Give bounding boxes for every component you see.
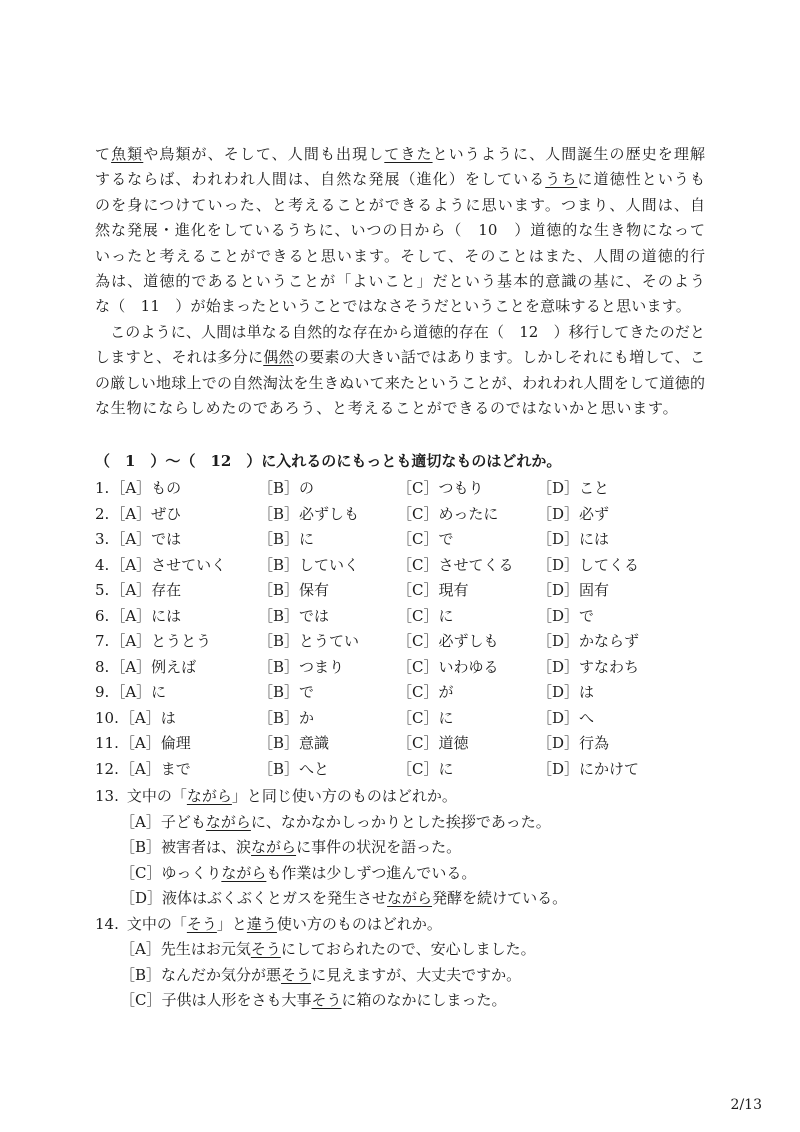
underlined-text: そう [281, 965, 312, 984]
option-text: させていく [151, 555, 227, 574]
question-number: 3. [95, 530, 110, 548]
choice-option [397, 706, 454, 732]
option-text: に [299, 530, 315, 548]
choice-option [537, 527, 609, 553]
choice-option [537, 680, 594, 706]
choice-option [397, 680, 454, 706]
text-segment: 文中の「 [126, 914, 187, 933]
text-segment: 文中の「 [126, 787, 187, 805]
option-label: ［C］ [397, 683, 439, 701]
question-number: 2. [95, 504, 110, 523]
underlined-text: 偶然 [263, 348, 294, 367]
choice-option [95, 578, 181, 604]
option-label: ［D］ [537, 581, 580, 599]
option-label: ［D］ [537, 606, 580, 625]
option-text: させてくる [438, 555, 514, 574]
question-header: （ 1 ）～（ 12 ）に入れるのにもっとも適切なものはどれか。 [95, 452, 562, 470]
option-text: つもり [438, 479, 484, 497]
option-label: ［A］ [110, 479, 152, 497]
choice-option [258, 604, 329, 630]
passage-line [95, 269, 705, 294]
text-segment: のを身につけていった、と考えることができるように思います。つまり、人間は、自 [95, 195, 705, 214]
option-label: ［D］ [120, 889, 163, 907]
choice-option [258, 527, 314, 553]
passage-line [95, 396, 705, 421]
question-number: 4. [95, 555, 110, 574]
option-text: もの [151, 479, 182, 497]
underlined-text: 違う [246, 914, 277, 933]
option-text: すなわち [579, 657, 640, 676]
option-label: ［D］ [537, 555, 580, 574]
option-text: では [299, 606, 330, 625]
text-segment: 然な発展・進化をしているうちに、いつの日から（ 10 ）道徳的な生き物になって [95, 221, 705, 240]
text-segment: というように、人間誕生の歴史を理解 [432, 145, 705, 163]
passage [95, 142, 705, 421]
underlined-text: そう [250, 940, 281, 958]
choice-option [95, 502, 181, 528]
option-label: ［B］ [120, 838, 162, 856]
option-label: ［B］ [258, 683, 300, 701]
passage-line [95, 193, 705, 218]
text-segment: 」と [216, 914, 247, 933]
text-segment: に箱のなかにしまった。 [341, 991, 507, 1009]
option-label: ［A］ [110, 581, 152, 599]
text-segment: の要素の大きい話ではあります。しかしそれにも増して、こ [293, 348, 705, 367]
choice-option [258, 731, 329, 757]
choice-option [258, 502, 359, 528]
option-text: には [151, 606, 182, 625]
passage-line [95, 142, 705, 167]
choice-row [95, 578, 705, 604]
option-text: とうとう [151, 632, 212, 650]
option-label: ［A］ [110, 606, 152, 625]
choice-option [397, 731, 469, 757]
text-segment: するならば、われわれ人間は、自然な発展（進化）をしている [95, 170, 546, 189]
option-text: か [299, 708, 315, 727]
page-number: 2/13 [730, 1097, 762, 1113]
underlined-text: 魚類 [111, 145, 144, 163]
underlined-text: そう [186, 914, 217, 933]
option-label: ［D］ [537, 479, 580, 497]
option-label: ［B］ [120, 965, 162, 984]
option-text: 行為 [579, 734, 610, 752]
option-text: 道徳 [438, 734, 469, 752]
question-number: 12. [95, 759, 119, 778]
passage-line [95, 167, 705, 192]
underlined-text: ながら [251, 838, 297, 856]
option-label: ［A］ [119, 708, 161, 727]
option-text: 現有 [438, 581, 469, 599]
choice-option [537, 502, 609, 528]
text-segment: 使い方のものはどれか。 [276, 914, 442, 933]
text-segment: て [95, 145, 112, 163]
passage-line [95, 320, 705, 345]
option-text: に [151, 683, 167, 701]
choice-option [537, 578, 609, 604]
underlined-text: うち [545, 170, 578, 189]
option-text: ぜひ [151, 504, 182, 523]
option-text: へ [579, 708, 595, 727]
option-text: に [438, 759, 454, 778]
option-text: で [438, 530, 454, 548]
option-label: ［B］ [258, 581, 300, 599]
option-text: は [579, 683, 595, 701]
choice-option [95, 757, 191, 783]
underlined-text: ながら [186, 787, 232, 805]
option-text: かならず [579, 632, 640, 650]
option-text: で [579, 606, 595, 625]
choice-option [537, 655, 639, 681]
option-label: ［C］ [120, 991, 162, 1009]
choice-row [95, 706, 705, 732]
choice-row [95, 476, 705, 502]
sub-questions [95, 784, 735, 1014]
option-text: 意識 [299, 734, 330, 752]
question-number: 10. [95, 708, 119, 727]
option-label: ［B］ [258, 759, 300, 778]
option-label: ［B］ [258, 555, 300, 574]
choice-option [95, 604, 181, 630]
text-segment: に見えますが、大丈夫ですか。 [311, 965, 522, 984]
choice-option [397, 502, 498, 528]
text-segment: に、なかなかしっかりとした挨拶であった。 [250, 812, 551, 831]
option-label: ［D］ [537, 759, 580, 778]
option-label: ［A］ [110, 683, 152, 701]
option-text: 必ず [579, 504, 610, 523]
option-label: ［C］ [397, 632, 439, 650]
option-label: ［A］ [110, 632, 152, 650]
option-text: に [438, 708, 454, 727]
option-label: ［B］ [258, 632, 300, 650]
underlined-text: ながら [387, 889, 433, 907]
choice-option [258, 629, 359, 655]
question-number: 14. [95, 914, 119, 933]
choice-option [95, 629, 211, 655]
passage-line [95, 371, 705, 396]
option-label: ［A］ [110, 530, 152, 548]
option-label: ［B］ [258, 530, 300, 548]
choice-option [95, 680, 166, 706]
choice-option [537, 629, 639, 655]
option-label: ［A］ [119, 759, 161, 778]
choice-option [95, 731, 191, 757]
text-segment: に事件の状況を語った。 [296, 838, 462, 856]
text-segment: このように、人間は単なる自然的な存在から道徳的存在（ 12 ）移行してきたのだと [95, 322, 705, 341]
choice-row [95, 604, 705, 630]
option-label: ［C］ [120, 863, 162, 882]
choice-option [258, 655, 344, 681]
sub-question-option [95, 937, 735, 963]
option-label: ［C］ [397, 504, 439, 523]
option-label: ［D］ [537, 632, 580, 650]
option-label: ［A］ [120, 812, 161, 831]
sub-question-option [95, 810, 735, 836]
option-label: ［C］ [397, 759, 439, 778]
text-segment: 子ども [160, 812, 206, 831]
option-label: ［D］ [537, 504, 580, 523]
option-label: ［A］ [110, 555, 152, 574]
text-segment: 液体はぶくぶくとガスを発生させ [162, 889, 388, 907]
choice-option [397, 553, 514, 579]
option-text: 必ずしも [299, 504, 360, 523]
choice-option [537, 731, 609, 757]
question-number: 7. [95, 632, 110, 650]
question-number: 13. [95, 787, 119, 805]
underlined-text: ながら [221, 863, 267, 882]
choice-row [95, 655, 705, 681]
choice-option [537, 604, 594, 630]
option-text: まで [160, 759, 191, 778]
option-text: 存在 [151, 581, 182, 599]
option-text: いわゆる [438, 657, 499, 676]
option-label: ［A］ [119, 734, 161, 752]
text-segment: なんだか気分が悪 [161, 965, 282, 984]
option-label: ［D］ [537, 734, 580, 752]
choice-option [397, 527, 454, 553]
choice-option [537, 706, 594, 732]
choice-option [258, 680, 314, 706]
option-text: の [299, 479, 315, 497]
option-text: してくる [579, 555, 640, 574]
option-label: ［D］ [537, 708, 580, 727]
text-segment: 被害者は、涙 [161, 838, 252, 856]
sub-question-option [95, 963, 735, 989]
question-number: 1. [95, 479, 110, 497]
choice-option [95, 706, 176, 732]
option-text: していく [299, 555, 360, 574]
option-text: には [579, 530, 610, 548]
choice-option [397, 578, 469, 604]
option-label: ［B］ [258, 504, 300, 523]
passage-line [95, 218, 705, 243]
text-segment: ゆっくり [161, 863, 222, 882]
option-label: ［D］ [537, 683, 580, 701]
option-label: ［B］ [258, 606, 300, 625]
text-segment: も作業は少しずつ進んでいる。 [266, 863, 477, 882]
choice-option [397, 476, 484, 502]
choice-option [258, 706, 314, 732]
option-text: めったに [438, 504, 499, 523]
option-text: に [438, 606, 454, 625]
question-number: 11. [95, 734, 119, 752]
sub-question-prompt [95, 784, 735, 810]
choice-row [95, 680, 705, 706]
option-text: 必ずしも [438, 632, 499, 650]
question-number: 5. [95, 581, 110, 599]
option-label: ［B］ [258, 657, 300, 676]
option-text: が [438, 683, 454, 701]
option-label: ［C］ [397, 479, 439, 497]
option-label: ［D］ [537, 530, 580, 548]
option-label: ［C］ [397, 657, 439, 676]
text-segment: な生物にならしめたのであろう、と考えることができるのではないかと思います。 [95, 398, 679, 417]
choice-option [258, 757, 329, 783]
sub-question-option [95, 861, 735, 887]
text-segment: 発酵を続けている。 [432, 889, 568, 907]
sub-question-prompt [95, 912, 735, 938]
text-segment: いったと考えることができると思います。そして、そのことはまた、人間の道徳的行 [95, 246, 705, 265]
text-segment: しますと、それは多分に [95, 348, 264, 367]
text-segment: な（ 11 ）が始まったということではなさそうだということを意味すると思います。 [95, 297, 691, 316]
text-segment: 」と同じ使い方のものはどれか。 [231, 787, 457, 805]
option-label: ［C］ [397, 734, 439, 752]
option-text: 固有 [579, 581, 610, 599]
text-segment: や鳥類が、そして、人間も出現し [143, 145, 385, 163]
passage-line [95, 244, 705, 269]
underlined-text: てきた [384, 145, 433, 163]
choice-row [95, 731, 705, 757]
text-segment: の厳しい地球上での自然淘汰を生きぬいて来たということが、われわれ人間をして道徳的 [95, 373, 705, 392]
option-text: 倫理 [160, 734, 191, 752]
option-label: ［C］ [397, 606, 439, 625]
passage-line [95, 294, 705, 319]
option-label: ［B］ [258, 708, 300, 727]
underlined-text: ながら [205, 812, 251, 831]
choice-row [95, 553, 705, 579]
question-number: 8. [95, 657, 110, 676]
underlined-text: そう [311, 991, 342, 1009]
choice-option [95, 476, 181, 502]
option-label: ［B］ [258, 734, 300, 752]
sub-question-option [95, 886, 735, 912]
option-label: ［C］ [397, 581, 439, 599]
choice-option [258, 578, 329, 604]
option-text: 保有 [299, 581, 330, 599]
option-label: ［A］ [120, 940, 161, 958]
option-text: とうてい [299, 632, 360, 650]
option-label: ［C］ [397, 530, 439, 548]
choice-option [397, 604, 454, 630]
option-text: では [151, 530, 182, 548]
choice-option [95, 655, 196, 681]
choice-list [95, 476, 705, 782]
option-label: ［A］ [110, 657, 152, 676]
choice-row [95, 629, 705, 655]
text-segment: にしておられたので、安心しました。 [280, 940, 536, 958]
sub-question-option [95, 988, 735, 1014]
option-label: ［C］ [397, 708, 439, 727]
option-label: ［B］ [258, 479, 300, 497]
choice-option [258, 476, 314, 502]
choice-option [95, 553, 226, 579]
option-text: にかけて [579, 759, 640, 778]
choice-option [397, 757, 454, 783]
choice-option [537, 757, 639, 783]
option-text: で [299, 683, 315, 701]
text-segment: 先生はお元気 [160, 940, 251, 958]
choice-row [95, 527, 705, 553]
option-text: は [160, 708, 176, 727]
choice-option [258, 553, 359, 579]
passage-line [95, 345, 705, 370]
text-segment: 子供は人形をさも大事 [161, 991, 312, 1009]
option-text: へと [299, 759, 330, 778]
option-label: ［D］ [537, 657, 580, 676]
choice-row [95, 757, 705, 783]
choice-option [537, 476, 609, 502]
option-text: こと [579, 479, 610, 497]
sub-question-option [95, 835, 735, 861]
option-label: ［C］ [397, 555, 439, 574]
text-segment: 為は、道徳的であるということが「よいこと」だという基本的意識の基に、そのよう [95, 271, 705, 290]
question-number: 6. [95, 606, 110, 625]
question-number: 9. [95, 683, 110, 701]
choice-row [95, 502, 705, 528]
choice-option [397, 629, 499, 655]
choice-option [95, 527, 181, 553]
choice-option [397, 655, 499, 681]
option-text: 例えば [151, 657, 197, 676]
choice-option [537, 553, 639, 579]
text-segment: に道徳性というも [577, 170, 705, 189]
option-label: ［A］ [110, 504, 152, 523]
option-text: つまり [299, 657, 345, 676]
